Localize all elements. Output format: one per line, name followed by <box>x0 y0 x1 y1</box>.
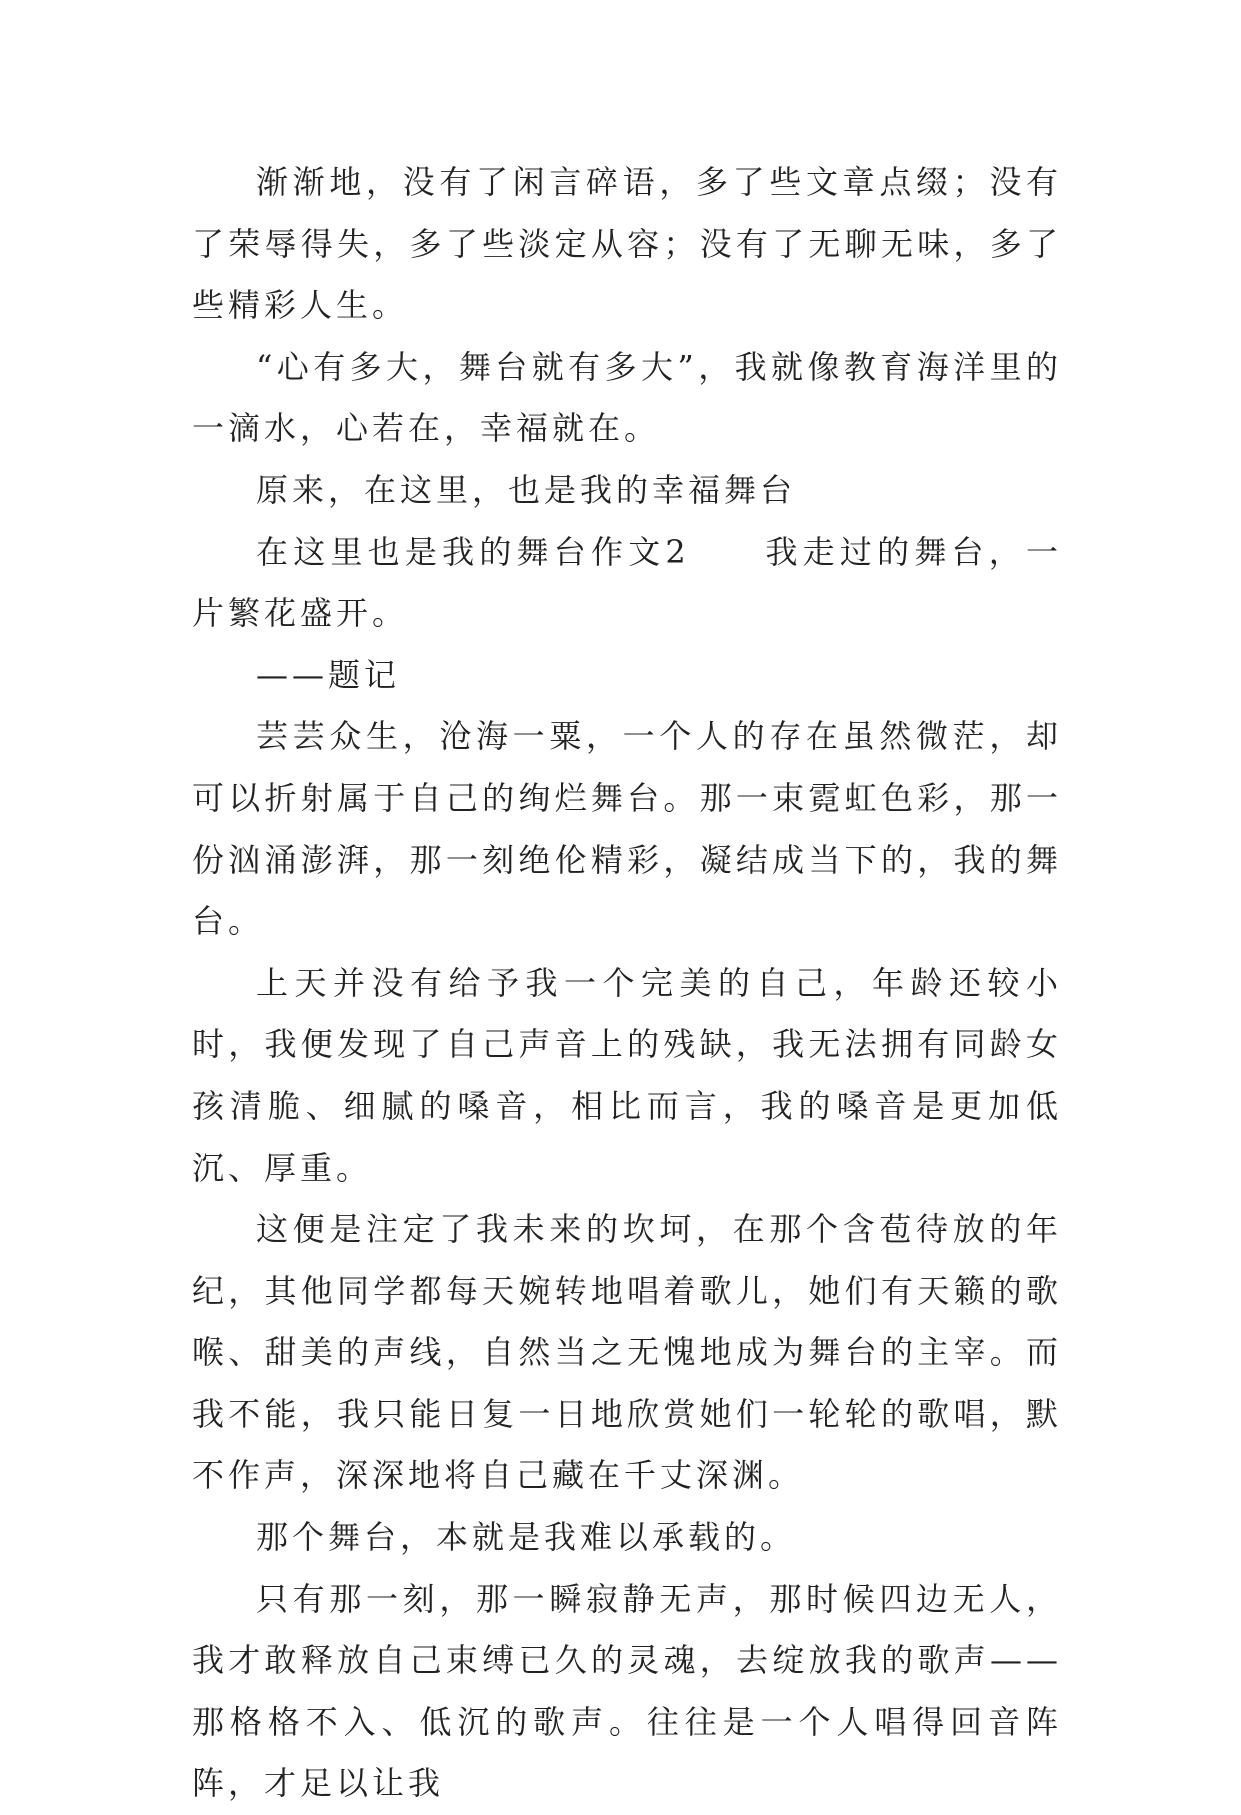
epigraph-tag: ——题记 <box>256 655 401 694</box>
paragraph: 那个舞台，本就是我难以承载的。 <box>256 1518 797 1557</box>
essay-body <box>192 152 1062 1815</box>
paragraph: “心有多大，舞台就有多大”，我就像教育海洋里的一滴水，心若在，幸福就在。 <box>192 347 1062 448</box>
paragraph: 原来，在这里，也是我的幸福舞台 <box>256 470 797 509</box>
paragraph: 这便是注定了我未来的坎坷，在那个含苞待放的年纪，其他同学都每天婉转地唱着歌儿，她们有天籁的歌喉、甜美的声线，自然当之无愧地成为舞台的主宰。而我不能，我只能日复一日地欣赏她们一轮轮的歌唱，默不作声，深深地将自己藏在千丈深渊。 <box>192 1210 1062 1495</box>
paragraph: 只有那一刻，那一瞬寂静无声，那时候四边无人，我才敢释放自己束缚已久的灵魂，去绽放我的歌声——那格格不入、低沉的歌声。往往是一个人唱得回音阵阵，才足以让我 <box>192 1579 1062 1803</box>
essay-title-line: 在这里也是我的舞台作文2 我走过的舞台，一片繁花盛开。 <box>192 532 1062 633</box>
paragraph: 上天并没有给予我一个完美的自己，年龄还较小时，我便发现了自己声音上的残缺，我无法拥有同龄女孩清脆、细腻的嗓音，相比而言，我的嗓音是更加低沉、厚重。 <box>192 963 1062 1187</box>
paragraph: 芸芸众生，沧海一粟，一个人的存在虽然微茫，却可以折射属于自己的绚烂舞台。那一束霓虹色彩，那一份汹涌澎湃，那一刻绝伦精彩，凝结成当下的，我的舞台。 <box>192 717 1062 941</box>
paragraph: 渐渐地，没有了闲言碎语，多了些文章点缀；没有了荣辱得失，多了些淡定从容；没有了无聊无味，多了些精彩人生。 <box>192 163 1062 325</box>
